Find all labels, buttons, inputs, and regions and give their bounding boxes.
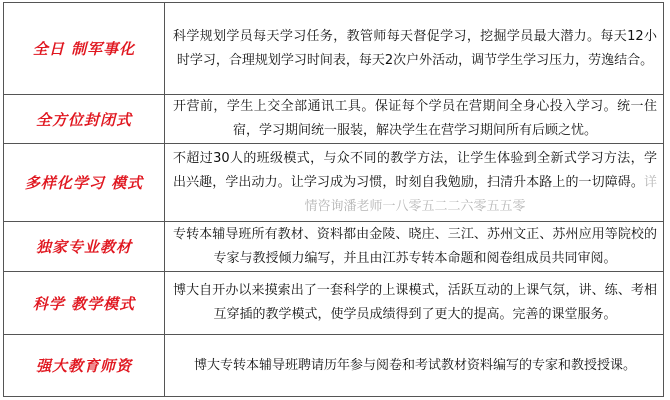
feature-row <box>4 222 664 272</box>
feature-description: 专转本辅导班所有教材、资料都由金陵、晓庄、三江、苏州文正、苏州应用等院校的专家与教授倾力编写，并且由江苏专转本命题和阅卷组成员共同审阅。 <box>173 226 657 266</box>
feature-table <box>3 2 664 397</box>
feature-label: 全日 制军事化 <box>32 40 136 58</box>
feature-description-cell <box>165 144 664 222</box>
feature-row <box>4 95 664 144</box>
feature-label-cell <box>4 335 165 397</box>
feature-label: 全方位封闭式 <box>35 110 132 129</box>
feature-description: 博大专转本辅导班聘请历年参与阅卷和考试教材资料编写的专家和教授授课。 <box>193 357 636 373</box>
feature-description-block <box>173 147 657 219</box>
feature-description-cell <box>165 3 664 95</box>
feature-row <box>4 335 664 397</box>
feature-label: 科学 教学模式 <box>32 294 136 313</box>
feature-description: 开营前，学生上交全部通讯工具。保证每个学员在营期间全身心投入学习。统一住宿，学习期间统一服装，解决学生在营学习期间所有后顾之忧。 <box>173 99 657 138</box>
feature-row <box>4 3 664 95</box>
feature-description-cell <box>165 335 664 397</box>
feature-description: 科学规划学员每天学习任务，教管师每天督促学习，挖掘学员最大潜力。每天12小时学习，合理规划学习时间表，每天2次户外活动，调节学生学习压力，劳逸结合。 <box>173 28 657 68</box>
feature-label: 独家专业教材 <box>35 238 132 256</box>
feature-label: 多样化学习 模式 <box>24 174 144 192</box>
feature-description-cell <box>165 222 664 272</box>
feature-label-cell <box>4 95 165 144</box>
feature-description-cell <box>165 272 664 335</box>
feature-label: 强大教育师资 <box>35 357 132 375</box>
feature-label-cell <box>4 144 165 222</box>
contact-watermark: 详情咨询潘老师一八零五二二六零五五零 <box>304 174 657 214</box>
feature-description: 博大自开办以来摸索出了一套科学的上课模式，活跃互动的上课气氛，讲、练、考相互穿插的教学模式，使学员成绩得到了更大的提高。完善的课堂服务。 <box>173 283 657 322</box>
feature-label-cell <box>4 3 165 95</box>
feature-label-cell <box>4 222 165 272</box>
feature-description: 不超过30人的班级模式，与众不同的教学方法，让学生体验到全新式学习方法，学出兴趣，学出动力。让学习成为习惯，时刻自我勉励，扫清升本路上的一切障碍。 <box>173 150 657 190</box>
feature-description-cell <box>165 95 664 144</box>
feature-label-cell <box>4 272 165 335</box>
feature-row <box>4 144 664 222</box>
feature-row <box>4 272 664 335</box>
